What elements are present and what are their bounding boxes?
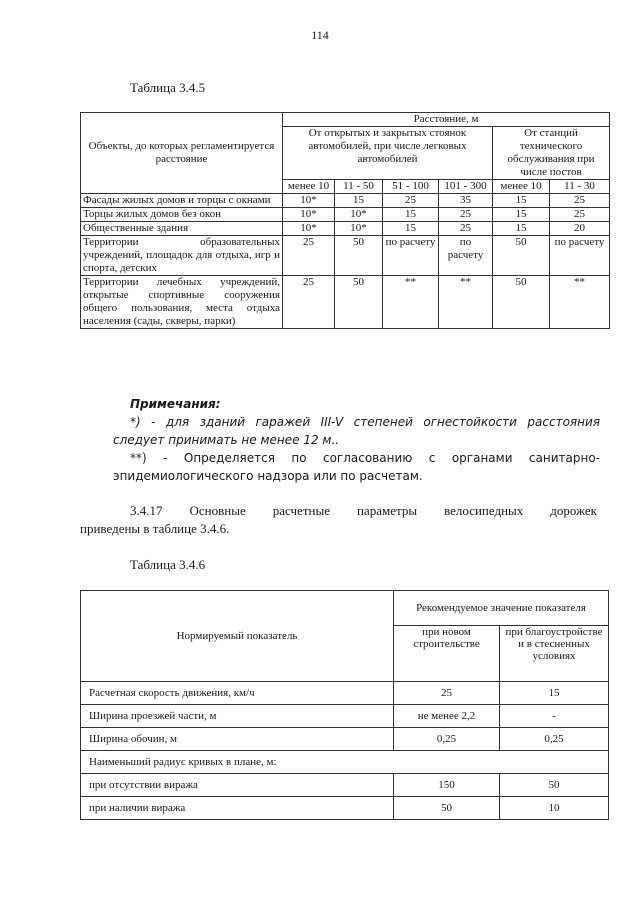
cell: 15 (383, 222, 439, 236)
cell: 10 (500, 797, 609, 820)
table-row (81, 774, 609, 797)
cell: не менее 2,2 (394, 705, 500, 728)
table-row (81, 705, 609, 728)
cell: 50 (493, 236, 550, 276)
header-new: при новом строительстве (394, 625, 500, 681)
cell: 20 (550, 222, 610, 236)
header-col: 11 - 50 (335, 180, 383, 194)
note-1: *) - для зданий гаражей III-V степеней огнестойкости расстояния следует принимать не менее 12 м.. (113, 415, 600, 447)
row-label: Общественные здания (81, 222, 283, 236)
cell: 0,25 (500, 728, 609, 751)
header-parking: От открытых и закрытых стоянок автомобилей, при числе легковых автомобилей (283, 127, 493, 180)
table-row (81, 222, 610, 236)
distance-table (80, 112, 610, 329)
cell: 25 (550, 208, 610, 222)
cell: 25 (394, 682, 500, 705)
cell: 15 (500, 682, 609, 705)
cell: 25 (550, 194, 610, 208)
table-row (81, 236, 610, 276)
header-recommended: Рекомендуемое значение показателя (394, 591, 609, 626)
row-label: при наличии виража (81, 797, 394, 820)
header-col: менее 10 (283, 180, 335, 194)
cell: 15 (493, 194, 550, 208)
row-label: Ширина проезжей части, м (81, 705, 394, 728)
cell: 25 (439, 222, 493, 236)
table-row (81, 208, 610, 222)
cell: 25 (439, 208, 493, 222)
paragraph-line-1: 3.4.17 Основные расчетные параметры велосипедных дорожек (130, 503, 597, 518)
notes (113, 395, 600, 485)
cell: 25 (383, 194, 439, 208)
row-label: Территории образовательных учреждений, площадок для отдыха, игр и спорта, детских (81, 236, 283, 276)
header-distance: Расстояние, м (283, 113, 610, 127)
paragraph-line-2: приведены в таблице 3.4.6. (80, 521, 230, 536)
row-label: при отсутствии виража (81, 774, 394, 797)
cell: 15 (335, 194, 383, 208)
cell: 10* (283, 194, 335, 208)
cell: 10* (283, 208, 335, 222)
cell: 50 (493, 276, 550, 329)
notes-title: Примечания: (130, 397, 221, 411)
cell: по расчету (383, 236, 439, 276)
table-row (81, 194, 610, 208)
header-improve: при благоустройстве и в стесненных условиях (500, 625, 609, 681)
cell: 25 (283, 276, 335, 329)
cell: 50 (335, 236, 383, 276)
header-col: менее 10 (493, 180, 550, 194)
table-row (81, 276, 610, 329)
cell: по расчету (550, 236, 610, 276)
cell: 10* (335, 222, 383, 236)
header-col: 101 - 300 (439, 180, 493, 194)
cell: - (500, 705, 609, 728)
header-indicator: Нормируемый показатель (81, 591, 394, 682)
cell: 50 (394, 797, 500, 820)
header-col: 51 - 100 (383, 180, 439, 194)
header-stations: От станций технического обслуживания при числе постов (493, 127, 610, 180)
cell: ** (550, 276, 610, 329)
cell: по расчету (439, 236, 493, 276)
table1-caption: Таблица 3.4.5 (130, 80, 206, 95)
row-label: Торцы жилых домов без окон (81, 208, 283, 222)
table-row (81, 751, 609, 774)
cell: 0,25 (394, 728, 500, 751)
cell: 10* (335, 208, 383, 222)
cell: 50 (335, 276, 383, 329)
header-col: 11 - 30 (550, 180, 610, 194)
cell: 15 (383, 208, 439, 222)
paragraph-3-4-17 (80, 502, 597, 538)
bike-path-table (80, 590, 609, 820)
cell: 35 (439, 194, 493, 208)
cell: 10* (283, 222, 335, 236)
cell: 50 (500, 774, 609, 797)
table-row (81, 797, 609, 820)
cell: ** (383, 276, 439, 329)
cell: 15 (493, 222, 550, 236)
header-objects: Объекты, до которых регламентируется расстояние (81, 113, 283, 194)
note-2: **) - Определяется по согласованию с органами санитарно-эпидемиологического надзора или по расчетам. (113, 451, 600, 483)
row-label: Ширина обочин, м (81, 728, 394, 751)
row-label: Фасады жилых домов и торцы с окнами (81, 194, 283, 208)
row-label: Расчетная скорость движения, км/ч (81, 682, 394, 705)
table-row (81, 682, 609, 705)
row-label: Наименьший радиус кривых в плане, м: (81, 751, 609, 774)
cell: 150 (394, 774, 500, 797)
table-row (81, 728, 609, 751)
table2-caption: Таблица 3.4.6 (130, 557, 206, 572)
cell: 15 (493, 208, 550, 222)
page-number: 114 (311, 28, 329, 42)
cell: 25 (283, 236, 335, 276)
cell: ** (439, 276, 493, 329)
row-label: Территории лечебных учреждений, открытые спортивные сооружения общего пользования, места отдыха населения (сады, скверы, парки) (81, 276, 283, 329)
